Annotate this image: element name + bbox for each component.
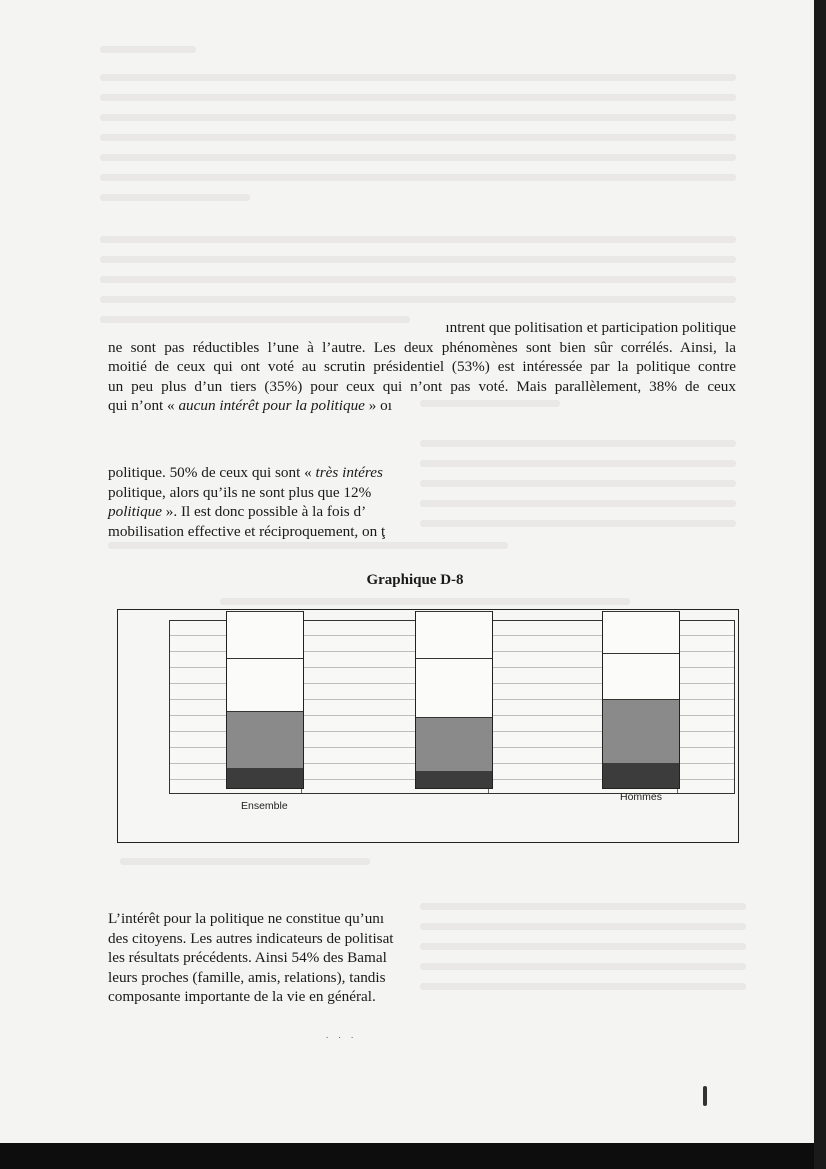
paragraph-1-line-5	[108, 396, 736, 416]
paragraph-1-line-5-post: » oı	[364, 397, 392, 415]
bar-segment-3	[227, 659, 303, 712]
bar-segment-1	[603, 763, 679, 788]
bar-segment-2	[416, 718, 492, 771]
bar-segment-2	[603, 700, 679, 763]
paragraph-3-line-1: L’intérêt pour la politique ne constitue qu’unı	[108, 910, 385, 927]
bar-ensemble	[226, 611, 304, 789]
chart-plot-area	[169, 620, 735, 794]
paragraph-1-line-4: un peu plus d’un tiers (35%) pour ceux qui n’ont pas voté. Mais parallèlement, 38% de ceux	[108, 377, 736, 395]
category-label-hommes: Hommes	[620, 791, 663, 803]
paragraph-1	[108, 318, 736, 416]
paragraph-2-line-1-pre: politique. 50% de ceux qui sont «	[108, 464, 316, 481]
bar-segment-4	[603, 612, 679, 654]
bar-segment-4	[227, 612, 303, 658]
bar-segment-1	[227, 768, 303, 788]
paragraph-3-line-2: des citoyens. Les autres indicateurs de politisat	[108, 929, 394, 947]
paragraph-3-line-4: leurs proches (famille, amis, relations), tandis	[108, 968, 386, 986]
scan-edge	[814, 0, 826, 1169]
bar-segment-divider	[227, 611, 303, 612]
paragraph-1-line-5-pre: qui n’ont «	[108, 397, 179, 415]
bar-segment-1	[416, 771, 492, 788]
bar-segment-2	[227, 712, 303, 768]
category-label-ensemble: Ensemble	[241, 800, 288, 812]
paragraph-3-line-5: composante importante de la vie en général.	[108, 988, 376, 1006]
bar-segment-3	[416, 659, 492, 719]
bar-hommes	[602, 611, 680, 789]
bar-middle	[415, 611, 493, 789]
paragraph-2-line-3-post: ». Il est donc possible à la fois d’	[162, 503, 367, 521]
paragraph-2-line-3	[108, 502, 418, 522]
page-mark	[703, 1086, 707, 1106]
paragraph-1-line-1: ıntrent que politisation et participation politique	[445, 319, 736, 336]
bar-segment-3	[603, 654, 679, 700]
paragraph-1-line-2: ne sont pas réductibles l’une à l’autre. Les deux phénomènes sont bien sûr corrélés. Ainsi, la	[108, 338, 736, 356]
graph-title: Graphique D-8	[366, 572, 464, 588]
paragraph-3-line-3: les résultats précédents. Ainsi 54% des Bamal	[108, 949, 387, 967]
paragraph-2-line-1-italic: très intéres	[315, 464, 383, 481]
paragraph-2-line-4: mobilisation effective et réciproquement, on ţ	[108, 522, 386, 540]
paragraph-2-line-3-italic: politique	[108, 503, 162, 521]
paragraph-2-line-2: politique, alors qu’ils ne sont plus que 12%	[108, 483, 372, 501]
bar-segment-4	[416, 612, 492, 658]
paragraph-2	[108, 463, 418, 541]
paragraph-2-line-1	[108, 463, 418, 483]
bar-segment-divider	[416, 611, 492, 612]
scan-specks: . . .	[326, 1030, 358, 1040]
paragraph-3	[108, 909, 418, 1007]
paragraph-1-line-5-italic: aucun intérêt pour la politique	[178, 397, 365, 415]
bar-segment-divider	[603, 611, 679, 612]
paragraph-1-line-3: moitié de ceux qui ont voté au scrutin présidentiel (53%) est intéressée par la politique contre	[108, 358, 736, 376]
